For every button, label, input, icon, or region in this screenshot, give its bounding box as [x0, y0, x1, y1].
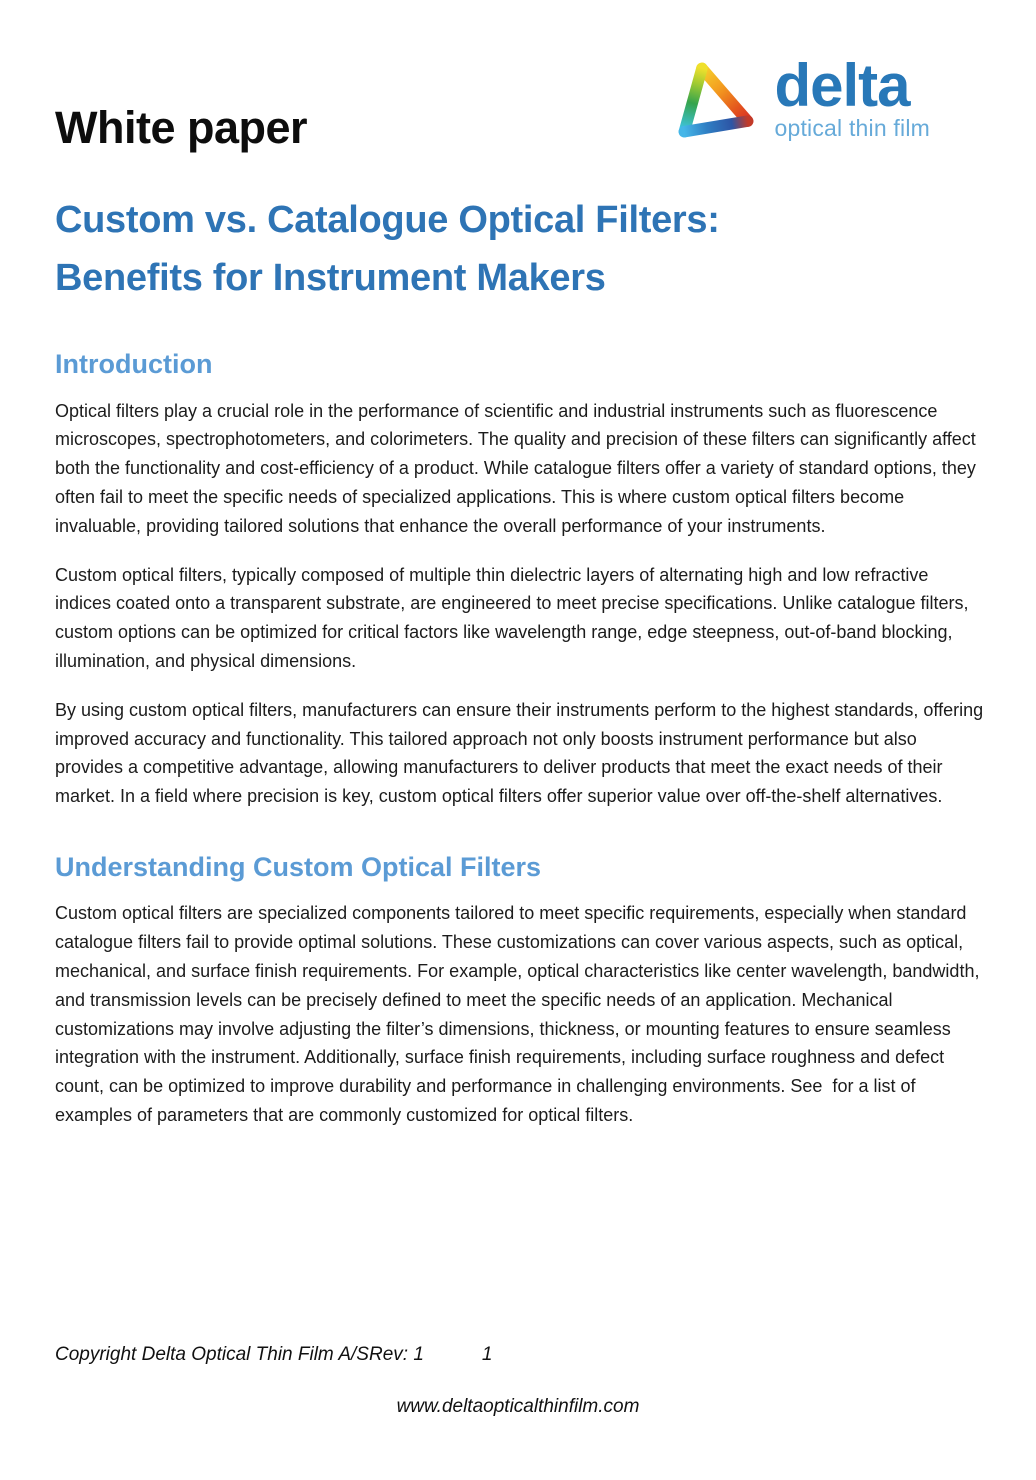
section-heading-introduction: Introduction [55, 349, 213, 380]
footer-page-number: 1 [481, 1344, 493, 1365]
section-heading-understanding-custom-optical-filters: Understanding Custom Optical Filters [55, 852, 542, 883]
paragraph: Custom optical filters, typically composed of multiple thin dielectric layers of alternating high and low refractive indices coated onto a transparent substrate, are engineered to meet precise specifications. Unlike catalogue filters, custom options can be optimized for critical factors like wavelength range, edge steepness, out-of-band blocking, illumination, and physical dimensions. [55, 564, 969, 672]
document-type-label: White paper [55, 102, 308, 153]
paragraph: Custom optical filters are specialized components tailored to meet specific requirements, especially when standard catalogue filters fail to provide optimal solutions. These customizations can cover various aspects, such as optical, mechanical, and surface finish requirements. For example, optical characteristics like center wavelength, bandwidth, and transmission levels can be precisely defined to meet the specific needs of an application. Mechanical customizations may involve adjusting the filter’s dimensions, thickness, or mounting features to ensure seamless integration with the instrument. Additionally, surface finish requirements, including surface roughness and defect count, can be optimized to improve durability and performance in challenging environments. See for a list of examples of parameters that are commonly customized for optical filters. [55, 903, 980, 1125]
document-title-line2: Benefits for Instrument Makers [55, 257, 606, 300]
delta-logo [672, 52, 930, 145]
footer-copyright-text: Copyright Delta Optical Thin Film A/S [55, 1344, 369, 1365]
logo-tagline: optical thin film [774, 115, 930, 141]
paragraph: By using custom optical filters, manufacturers can ensure their instruments perform to the highest standards, offering improved accuracy and functionality. This tailored approach not only boosts instrument performance but also provides a competitive advantage, allowing manufacturers to deliver products that meet the exact needs of their market. In a field where precision is key, custom optical filters offer superior value over off-the-shelf alternatives. [55, 699, 984, 807]
document-title [55, 191, 986, 309]
delta-triangle-icon [672, 55, 760, 145]
document-title-line1: Custom vs. Catalogue Optical Filters: [55, 198, 720, 241]
footer-website-url: www.deltaopticalthinfilm.com [396, 1396, 640, 1417]
footer-copyright-line [55, 1344, 492, 1366]
page-header [0, 0, 1036, 153]
logo-name: delta [774, 52, 910, 119]
paragraph: Optical filters play a crucial role in the performance of scientific and industrial instruments such as fluorescence microscopes, spectrophotometers, and colorimeters. The quality and precision of these filters can significantly affect both the functionality and cost-efficiency of a product. While catalogue filters offer a variety of standard options, they often fail to meet the specific needs of specialized applications. This is where custom optical filters become invaluable, providing tailored solutions that enhance the overall performance of your instruments. [55, 400, 976, 536]
document-body [0, 191, 1036, 1130]
footer-revision-text: Rev: 1 [368, 1344, 424, 1365]
logo-wordmark [774, 52, 930, 141]
